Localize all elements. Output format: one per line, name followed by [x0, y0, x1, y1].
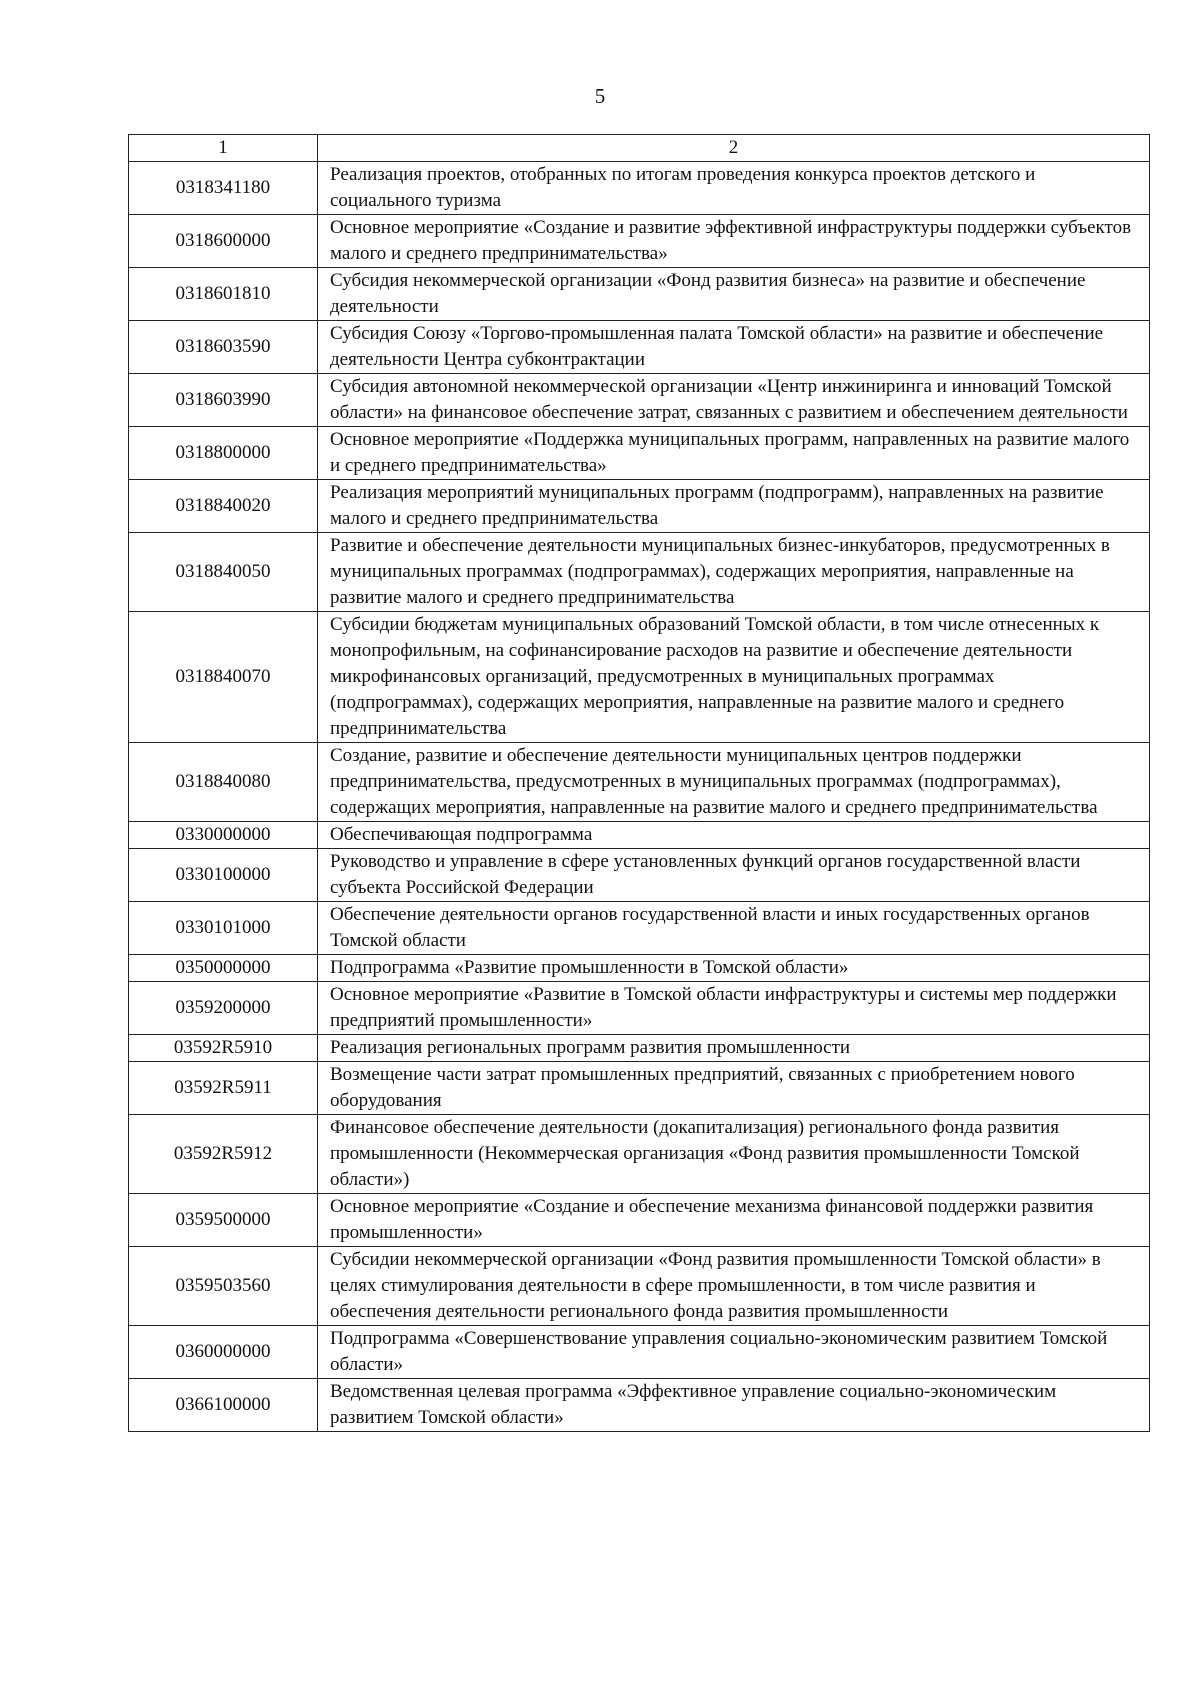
budget-classification-table: [128, 134, 1150, 1432]
row-code: 0318800000: [129, 427, 318, 480]
row-description: Основное мероприятие «Создание и обеспечение механизма финансовой поддержки развития промышленности»: [318, 1194, 1150, 1247]
row-code: 0318840080: [129, 743, 318, 822]
row-description: Ведомственная целевая программа «Эффективное управление социально-экономическим развитием Томской области»: [318, 1379, 1150, 1432]
row-description: Субсидии бюджетам муниципальных образований Томской области, в том числе отнесенных к монопрофильным, на софинансирование расходов на развитие и обеспечение деятельности микрофинансовых организаций, предусмотренных в муниципальных программах (подпрограммах), содержащих мероприятия, направленные на развитие малого и среднего предпринимательства: [318, 612, 1150, 743]
table-row: [129, 849, 1150, 902]
row-code: 0359500000: [129, 1194, 318, 1247]
row-description: Развитие и обеспечение деятельности муниципальных бизнес-инкубаторов, предусмотренных в муниципальных программах (подпрограммах), содержащих мероприятия, направленные на развитие малого и среднего предпринимательства: [318, 533, 1150, 612]
row-description: Субсидия автономной некоммерческой организации «Центр инжиниринга и инноваций Томской области» на финансовое обеспечение затрат, связанных с развитием и обеспечением деятельности: [318, 374, 1150, 427]
table-row: [129, 982, 1150, 1035]
row-code: 0359503560: [129, 1247, 318, 1326]
row-code: 0330100000: [129, 849, 318, 902]
table-header-row: [129, 135, 1150, 162]
row-description: Реализация проектов, отобранных по итогам проведения конкурса проектов детского и социального туризма: [318, 162, 1150, 215]
row-code: 03592R5911: [129, 1062, 318, 1115]
table-row: [129, 1194, 1150, 1247]
table-row: [129, 743, 1150, 822]
row-description: Создание, развитие и обеспечение деятельности муниципальных центров поддержки предпринимательства, предусмотренных в муниципальных программах (подпрограммах), содержащих мероприятия, направленные на развитие малого и среднего предпринимательства: [318, 743, 1150, 822]
row-code: 0318840050: [129, 533, 318, 612]
row-description: Обеспечивающая подпрограмма: [318, 822, 1150, 849]
row-code: 0318341180: [129, 162, 318, 215]
row-code: 0318603990: [129, 374, 318, 427]
row-description: Основное мероприятие «Развитие в Томской области инфраструктуры и системы мер поддержки предприятий промышленности»: [318, 982, 1150, 1035]
table-row: [129, 1247, 1150, 1326]
row-code: 0318840020: [129, 480, 318, 533]
table-row: [129, 1035, 1150, 1062]
row-description: Субсидия Союзу «Торгово-промышленная палата Томской области» на развитие и обеспечение деятельности Центра субконтрактации: [318, 321, 1150, 374]
table-row: [129, 480, 1150, 533]
table-row: [129, 268, 1150, 321]
row-code: 0318600000: [129, 215, 318, 268]
table-row: [129, 1326, 1150, 1379]
row-code: 0360000000: [129, 1326, 318, 1379]
row-code: 0359200000: [129, 982, 318, 1035]
row-code: 0330101000: [129, 902, 318, 955]
row-description: Финансовое обеспечение деятельности (докапитализация) регионального фонда развития промышленности (Некоммерческая организация «Фонд развития промышленности Томской области»): [318, 1115, 1150, 1194]
row-description: Подпрограмма «Совершенствование управления социально-экономическим развитием Томской области»: [318, 1326, 1150, 1379]
table-row: [129, 1062, 1150, 1115]
table-row: [129, 215, 1150, 268]
column-header-description: 2: [318, 135, 1150, 162]
row-code: 0318840070: [129, 612, 318, 743]
row-code: 0318601810: [129, 268, 318, 321]
table-row: [129, 822, 1150, 849]
page-number: 5: [594, 84, 606, 108]
row-description: Возмещение части затрат промышленных предприятий, связанных с приобретением нового оборудования: [318, 1062, 1150, 1115]
table-row: [129, 162, 1150, 215]
table-row: [129, 374, 1150, 427]
row-description: Реализация региональных программ развития промышленности: [318, 1035, 1150, 1062]
row-description: Основное мероприятие «Создание и развитие эффективной инфраструктуры поддержки субъектов малого и среднего предпринимательства»: [318, 215, 1150, 268]
table-row: [129, 1115, 1150, 1194]
row-description: Подпрограмма «Развитие промышленности в Томской области»: [318, 955, 1150, 982]
row-description: Обеспечение деятельности органов государственной власти и иных государственных органов Томской области: [318, 902, 1150, 955]
row-code: 0330000000: [129, 822, 318, 849]
table-row: [129, 427, 1150, 480]
row-description: Основное мероприятие «Поддержка муниципальных программ, направленных на развитие малого и среднего предпринимательства»: [318, 427, 1150, 480]
row-code: 0350000000: [129, 955, 318, 982]
row-code: 0318603590: [129, 321, 318, 374]
row-code: 03592R5910: [129, 1035, 318, 1062]
column-header-code: 1: [129, 135, 318, 162]
table-body: [129, 162, 1150, 1432]
table-row: [129, 955, 1150, 982]
row-description: Субсидия некоммерческой организации «Фонд развития бизнеса» на развитие и обеспечение деятельности: [318, 268, 1150, 321]
row-code: 03592R5912: [129, 1115, 318, 1194]
table-row: [129, 902, 1150, 955]
table-row: [129, 321, 1150, 374]
table-row: [129, 612, 1150, 743]
row-description: Субсидии некоммерческой организации «Фонд развития промышленности Томской области» в целях стимулирования деятельности в сфере промышленности, в том числе развития и обеспечения деятельности регионального фонда развития промышленности: [318, 1247, 1150, 1326]
row-description: Руководство и управление в сфере установленных функций органов государственной власти субъекта Российской Федерации: [318, 849, 1150, 902]
table-row: [129, 1379, 1150, 1432]
table-row: [129, 533, 1150, 612]
row-description: Реализация мероприятий муниципальных программ (подпрограмм), направленных на развитие малого и среднего предпринимательства: [318, 480, 1150, 533]
row-code: 0366100000: [129, 1379, 318, 1432]
